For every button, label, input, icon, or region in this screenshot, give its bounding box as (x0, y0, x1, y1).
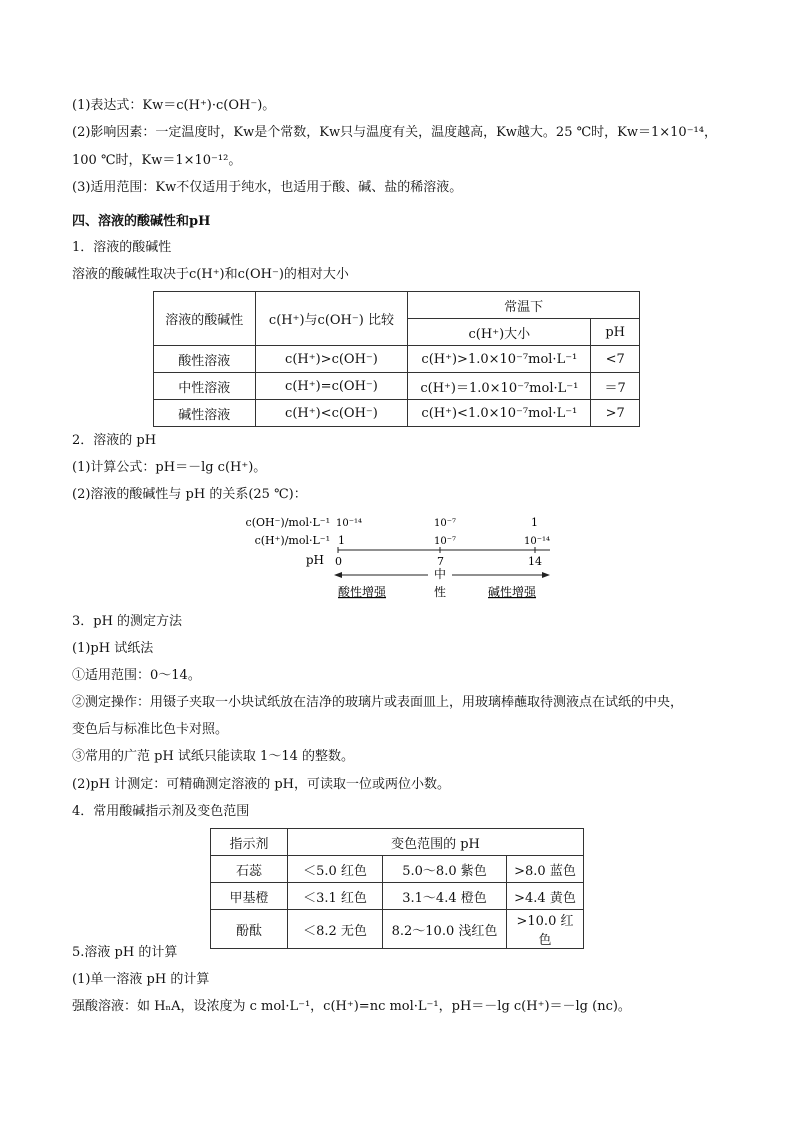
table-header: 变色范围的 pH (288, 829, 584, 856)
table-header: 常温下 (408, 292, 640, 319)
oh-value: 10⁻¹⁴ (336, 518, 363, 529)
oh-axis-label: c(OH⁻)/mol·L⁻¹ (245, 516, 330, 529)
table-cell: ＜8.2 无色 (288, 910, 383, 949)
neutral-label: 性 (434, 585, 447, 599)
table-row (211, 856, 584, 883)
table-cell: c(H⁺)>c(OH⁻) (255, 346, 408, 373)
h-axis-label: c(H⁺)/mol·L⁻¹ (254, 534, 330, 547)
subsection-title: 4．常用酸碱指示剂及变色范围 (72, 804, 250, 819)
table-cell: ＜3.1 红色 (288, 883, 383, 910)
ph-scale-diagram (230, 512, 570, 608)
h-value: 10⁻¹⁴ (524, 536, 551, 547)
text-line: 100 ℃时，Kw＝1×10⁻¹²。 (72, 153, 242, 168)
h-value: 1 (338, 534, 345, 547)
subsection-title: 2．溶液的 pH (72, 433, 157, 448)
ph-axis-label: pH (305, 553, 324, 567)
text-line: ②测定操作：用镊子夹取一小块试纸放在洁净的玻璃片或表面皿上，用玻璃棒蘸取待测液点在试纸的中央， (72, 695, 684, 710)
text-line: 溶液的酸碱性取决于c(H⁺)和c(OH⁻)的相对大小 (72, 267, 349, 282)
text-line: (2)溶液的酸碱性与 pH 的关系(25 ℃)： (72, 487, 307, 502)
acid-label: 酸性增强 (338, 585, 387, 599)
text-line: (3)适用范围：Kw不仅适用于纯水，也适用于酸、碱、盐的稀溶液。 (72, 180, 463, 195)
subsection-title: 5.溶液 pH 的计算 (72, 945, 178, 960)
table-row (154, 346, 640, 373)
table-cell: c(H⁺)<c(OH⁻) (255, 400, 408, 427)
text-line: (2)pH 计测定：可精确测定溶液的 pH，可读取一位或两位小数。 (72, 777, 450, 792)
table-cell: ＝7 (591, 373, 640, 400)
table-cell: <7 (591, 346, 640, 373)
text-line: ③常用的广范 pH 试纸只能读取 1～14 的整数。 (72, 749, 355, 764)
table-cell: 酸性溶液 (154, 346, 256, 373)
indicator-table (210, 828, 584, 949)
subsection-title: 3．pH 的测定方法 (72, 614, 183, 629)
table-header: 指示剂 (211, 829, 288, 856)
table-cell: c(H⁺)>1.0×10⁻⁷mol·L⁻¹ (408, 346, 591, 373)
acidity-table (153, 291, 640, 427)
ph-value: 14 (528, 555, 542, 568)
table-header: c(H⁺)与c(OH⁻) 比较 (255, 292, 408, 346)
table-cell: >8.0 蓝色 (507, 856, 584, 883)
table-cell: >4.4 黄色 (507, 883, 584, 910)
table-cell: 中性溶液 (154, 373, 256, 400)
oh-value: 10⁻⁷ (434, 518, 457, 529)
table-cell: >7 (591, 400, 640, 427)
table-cell: c(H⁺)<1.0×10⁻⁷mol·L⁻¹ (408, 400, 591, 427)
table-cell: ＜5.0 红色 (288, 856, 383, 883)
h-value: 10⁻⁷ (434, 536, 457, 547)
table-cell: c(H⁺)＝1.0×10⁻⁷mol·L⁻¹ (408, 373, 591, 400)
text-line: ①适用范围：0～14。 (72, 668, 201, 683)
oh-value: 1 (531, 516, 538, 529)
table-row (154, 373, 640, 400)
table-row (211, 883, 584, 910)
table-cell: 3.1～4.4 橙色 (383, 883, 507, 910)
table-cell: 碱性溶液 (154, 400, 256, 427)
table-cell: 5.0～8.0 紫色 (383, 856, 507, 883)
base-arrow-head (542, 572, 550, 578)
text-line: (1)pH 试纸法 (72, 641, 154, 656)
ph-value: 0 (335, 555, 342, 568)
table-cell: c(H⁺)=c(OH⁻) (255, 373, 408, 400)
table-row (154, 400, 640, 427)
table-cell: >10.0 红色 (507, 910, 584, 949)
table-header: 溶液的酸碱性 (154, 292, 256, 346)
table-header: pH (591, 319, 640, 346)
table-cell: 石蕊 (211, 856, 288, 883)
table-row (211, 910, 584, 949)
text-line: 变色后与标准比色卡对照。 (72, 722, 229, 737)
table-cell: 8.2～10.0 浅红色 (383, 910, 507, 949)
subsection-title: 1．溶液的酸碱性 (72, 240, 172, 255)
neutral-label: 中 (434, 567, 447, 581)
table-header: c(H⁺)大小 (408, 319, 591, 346)
base-label: 碱性增强 (488, 585, 537, 599)
text-line: (1)表达式：Kw＝c(H⁺)·c(OH⁻)。 (72, 98, 276, 113)
table-cell: 酚酞 (211, 910, 288, 949)
section-title: 四、溶液的酸碱性和pH (72, 214, 211, 229)
text-line: 强酸溶液：如 HₙA，设浓度为 c mol·L⁻¹，c(H⁺)=nc mol·L⁻¹，pH＝－lg c(H⁺)＝－lg (nc)。 (72, 999, 631, 1014)
text-line: (2)影响因素：一定温度时，Kw是个常数，Kw只与温度有关，温度越高，Kw越大。25 ℃时，Kw＝1×10⁻¹⁴， (72, 125, 717, 140)
ph-value: 7 (437, 555, 444, 568)
table-cell: 甲基橙 (211, 883, 288, 910)
text-line: (1)计算公式：pH＝－lg c(H⁺)。 (72, 460, 267, 475)
text-line: (1)单一溶液 pH 的计算 (72, 972, 210, 987)
acid-arrow-head (334, 572, 342, 578)
